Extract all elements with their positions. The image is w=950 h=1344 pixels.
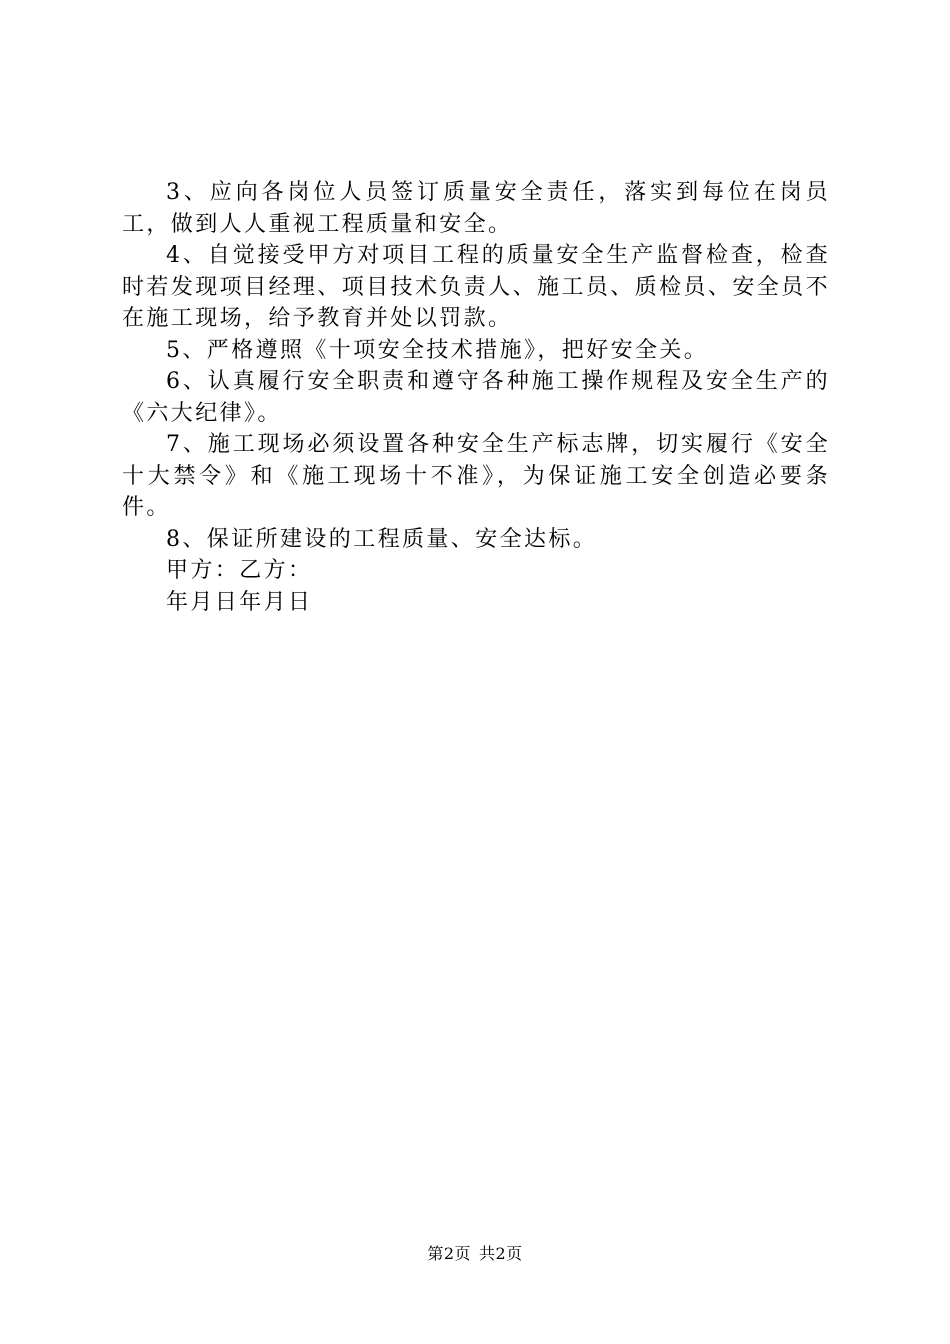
clause-3-paragraph: 3、应向各岗位人员签订质量安全责任，落实到每位在岗员工，做到人人重视工程质量和安全。 — [122, 180, 830, 237]
clause-6-paragraph: 6、认真履行安全职责和遵守各种施工操作规程及安全生产的《六大纪律》。 — [122, 369, 830, 426]
signature-parties-line: 甲方：乙方： — [166, 558, 313, 583]
clause-5-paragraph: 5、严格遵照《十项安全技术措施》，把好安全关。 — [166, 337, 709, 363]
page-number-current: 第2页 — [427, 1244, 471, 1263]
page-footer — [0, 1242, 950, 1266]
page-number-total: 共2页 — [479, 1244, 523, 1263]
clause-4-paragraph: 4、自觉接受甲方对项目工程的质量安全生产监督检查，检查时若发现项目经理、项目技术负责人、施工员、质检员、安全员不在施工现场，给予教育并处以罚款。 — [122, 243, 830, 331]
signature-date-line: 年月日年月日 — [166, 589, 313, 615]
clause-8-paragraph: 8、保证所建设的工程质量、安全达标。 — [166, 526, 598, 552]
document-body — [122, 177, 830, 618]
clause-7-paragraph: 7、施工现场必须设置各种安全生产标志牌，切实履行《安全十大禁令》和《施工现场十不准》，为保证施工安全创造必要条件。 — [122, 432, 830, 520]
